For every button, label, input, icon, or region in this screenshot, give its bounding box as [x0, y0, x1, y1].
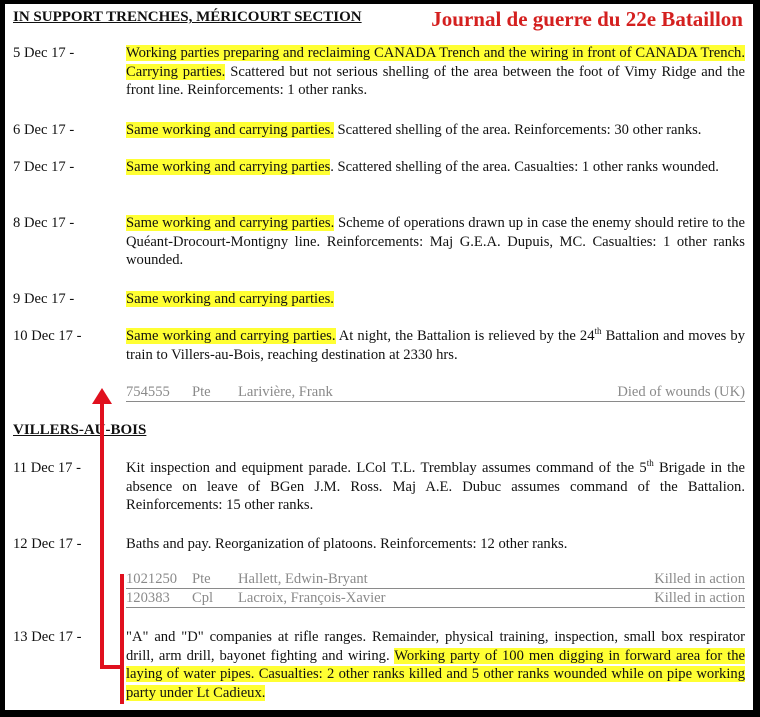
service-number: 754555: [126, 384, 170, 400]
highlighted-text: Working party of 100 men digging in forward area for the laying of water pipes. Casualties: 2 other ranks killed and 5 other ranks wounded while on pipe working party under Lt Cadieux.: [126, 647, 745, 701]
entry-rest: At night, the Battalion is relieved by the 24: [335, 328, 595, 344]
entry-text: [126, 459, 745, 515]
entry-text: [126, 214, 745, 270]
entry-date: 12 Dec 17 -: [13, 536, 82, 552]
entry-text: [126, 290, 745, 309]
journal-page: [5, 4, 753, 710]
casualty-rank: Pte: [192, 571, 211, 587]
entry-date: 7 Dec 17 -: [13, 159, 75, 175]
casualty-row: [126, 384, 745, 402]
casualty-rank: Pte: [192, 384, 211, 400]
highlighted-text: Same working and carrying parties: [126, 159, 331, 175]
entry-rest: Kit inspection and equipment parade. LCol T.L. Tremblay assumes command of the 5: [126, 460, 647, 476]
section-title-villers-au-bois: VILLERS-AU-BOIS: [13, 422, 147, 438]
casualty-name: Larivière, Frank: [238, 384, 333, 400]
entry-date: 11 Dec 17 -: [13, 460, 81, 476]
highlighted-text: Working parties preparing and reclaiming CANADA Trench and the wiring in front of CANADA Trench. Carrying parties.: [126, 45, 745, 80]
casualty-rank: Cpl: [192, 590, 214, 606]
casualty-row: [126, 571, 745, 589]
entry-text: [126, 327, 745, 364]
entry-rest: Baths and pay. Reorganization of platoons. Reinforcements: 12 other ranks.: [126, 536, 568, 552]
casualty-fate: Killed in action: [654, 571, 745, 587]
casualty-row: [126, 590, 745, 608]
casualty-fate: Killed in action: [654, 590, 745, 606]
casualty-fate: Died of wounds (UK): [617, 384, 745, 400]
entry-date: 9 Dec 17 -: [13, 291, 75, 307]
entry-text: [126, 535, 745, 554]
entry-rest: Scheme of operations drawn up in case the enemy should retire to the Quéant-Drocourt-Montigny line. Reinforcements: Maj G.E.A. Dupuis, MC. Casualties: 1 other ranks wounded.: [126, 215, 746, 268]
highlighted-text: Same working and carrying parties.: [126, 291, 334, 307]
service-number: 120383: [126, 590, 170, 606]
highlighted-text: Same working and carrying parties.: [126, 215, 335, 231]
ordinal-suffix: th: [594, 326, 602, 336]
entry-text: [126, 628, 745, 702]
journal-title: Journal de guerre du 22e Bataillon: [431, 7, 743, 31]
entry-rest: Battalion and moves by train to Villers-au-Bois, reaching destination at 2330 hrs.: [126, 328, 745, 363]
highlighted-text: Same working and carrying parties.: [126, 122, 334, 138]
casualty-name: Hallett, Edwin-Bryant: [238, 571, 368, 587]
entry-date: 10 Dec 17 -: [13, 328, 82, 344]
entry-text: [126, 158, 745, 177]
service-number: 1021250: [126, 571, 178, 587]
entry-rest: . Scattered shelling of the area. Casualties: 1 other ranks wounded.: [330, 159, 719, 175]
arrow-head-icon: [92, 388, 112, 404]
entry-rest: Scattered shelling of the area. Reinforcements: 30 other ranks.: [333, 122, 702, 138]
section-title-mericourt: IN SUPPORT TRENCHES, MÉRICOURT SECTION: [13, 9, 362, 25]
entry-date: 6 Dec 17 -: [13, 122, 75, 138]
entry-text: [126, 44, 745, 100]
entry-rest: Scattered but not serious shelling of the area between the foot of Vimy Ridge and the front line. Reinforcements: 1 other ranks.: [126, 63, 745, 98]
entry-date: 5 Dec 17 -: [13, 45, 75, 61]
entry-rest: Brigade in the absence on leave of BGen J.M. Ross. Maj A.E. Dubuc assumes command of the Battalion. Reinforcements: 15 other ranks.: [126, 460, 746, 513]
ordinal-suffix: th: [646, 458, 654, 468]
entry-date: 8 Dec 17 -: [13, 215, 75, 231]
entry-date: 13 Dec 17 -: [13, 629, 82, 645]
entry-text: [126, 121, 745, 140]
entry-rest: "A" and "D" companies at rifle ranges. Remainder, physical training, inspection, small box respirator drill, arm drill, bayonet fighting and wiring.: [126, 629, 745, 664]
highlighted-text: Same working and carrying parties.: [126, 328, 336, 344]
casualty-name: Lacroix, François-Xavier: [238, 590, 386, 606]
